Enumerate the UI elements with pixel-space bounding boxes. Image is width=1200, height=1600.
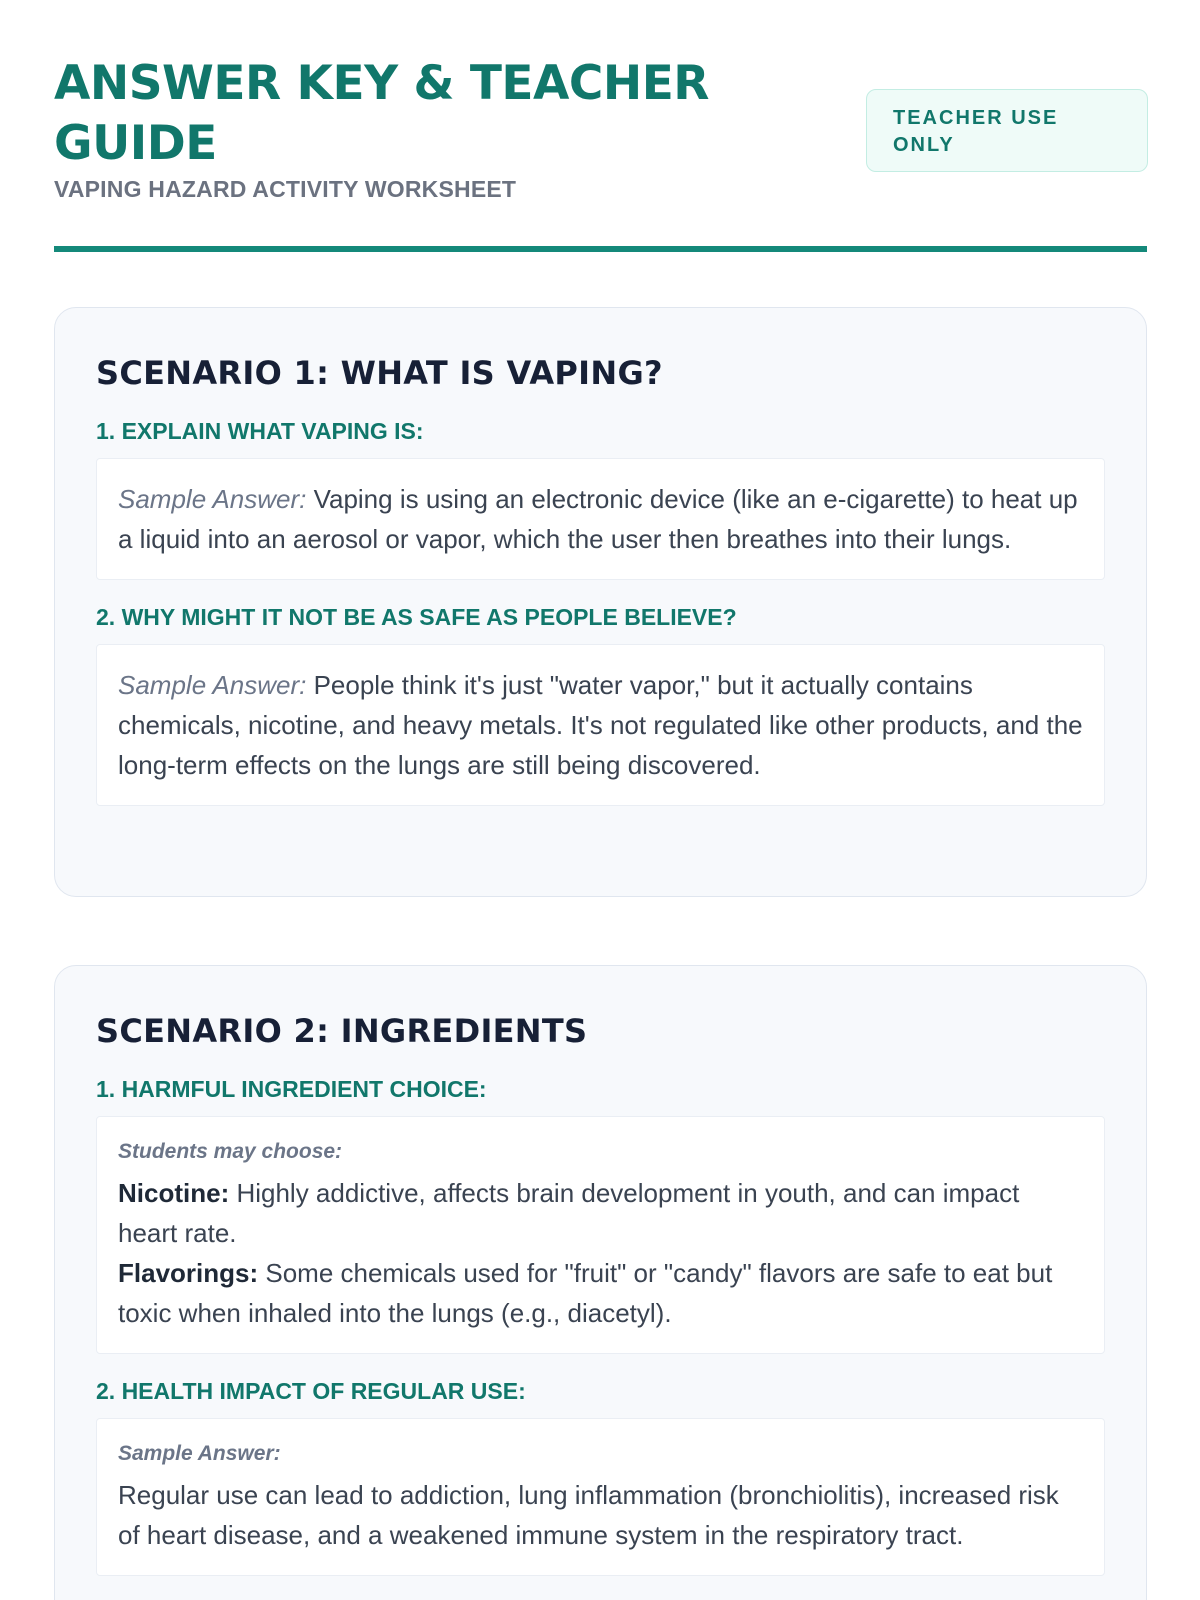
ingredient-text: Some chemicals used for "fruit" or "candy" flavors are safe to eat but toxic when inhaled into the lungs (e.g., diacetyl). <box>118 1258 1053 1328</box>
scenario-2-title: SCENARIO 2: INGREDIENTS <box>96 1012 588 1050</box>
scenario-2-card <box>54 965 1147 1600</box>
ingredient-item-flavorings <box>118 1253 1083 1333</box>
scenario-2-question-2-label: 2. HEALTH IMPACT OF REGULAR USE: <box>96 1378 526 1404</box>
scenario-1-question-1-label: 1. EXPLAIN WHAT VAPING IS: <box>96 418 424 444</box>
header-divider <box>54 246 1147 252</box>
ingredient-term: Flavorings: <box>118 1258 259 1288</box>
answer-text: People think it's just "water vapor," but it actually contains chemicals, nicotine, and heavy metals. It's not regulated like other products, and the long-term effects on the lungs are still being discovered. <box>118 670 1083 780</box>
scenario-2-question-1-label: 1. HARMFUL INGREDIENT CHOICE: <box>96 1076 487 1102</box>
sample-answer-label: Sample Answer: <box>118 670 307 700</box>
scenario-1-question-2-label: 2. WHY MIGHT IT NOT BE AS SAFE AS PEOPLE BELIEVE? <box>96 604 737 630</box>
scenario-1-answer-1 <box>96 458 1105 580</box>
ingredient-item-nicotine <box>118 1173 1083 1253</box>
students-may-choose-label: Students may choose: <box>118 1140 343 1163</box>
scenario-1-title: SCENARIO 1: WHAT IS VAPING? <box>96 354 663 392</box>
scenario-1-answer-2 <box>96 644 1105 806</box>
ingredient-term: Nicotine: <box>118 1178 230 1208</box>
answer-text: Vaping is using an electronic device (like an e-cigarette) to heat up a liquid into an aerosol or vapor, which the user then breathes into their lungs. <box>118 484 1078 554</box>
answer-text: Regular use can lead to addiction, lung inflammation (bronchiolitis), increased risk of heart disease, and a weakened immune system in the respiratory tract. <box>118 1480 1059 1550</box>
sample-answer-label: Sample Answer: <box>118 484 307 514</box>
scenario-1-card <box>54 307 1147 897</box>
page-title: ANSWER KEY & TEACHER GUIDE <box>54 56 709 171</box>
teacher-use-badge: TEACHER USE ONLY <box>866 89 1148 172</box>
scenario-2-answer-1 <box>96 1116 1105 1354</box>
page-subtitle: VAPING HAZARD ACTIVITY WORKSHEET <box>54 176 517 202</box>
page-header <box>54 54 1147 256</box>
scenario-2-answer-2 <box>96 1418 1105 1576</box>
sample-answer-label: Sample Answer: <box>118 1442 281 1465</box>
ingredient-text: Highly addictive, affects brain development in youth, and can impact heart rate. <box>118 1178 1020 1248</box>
